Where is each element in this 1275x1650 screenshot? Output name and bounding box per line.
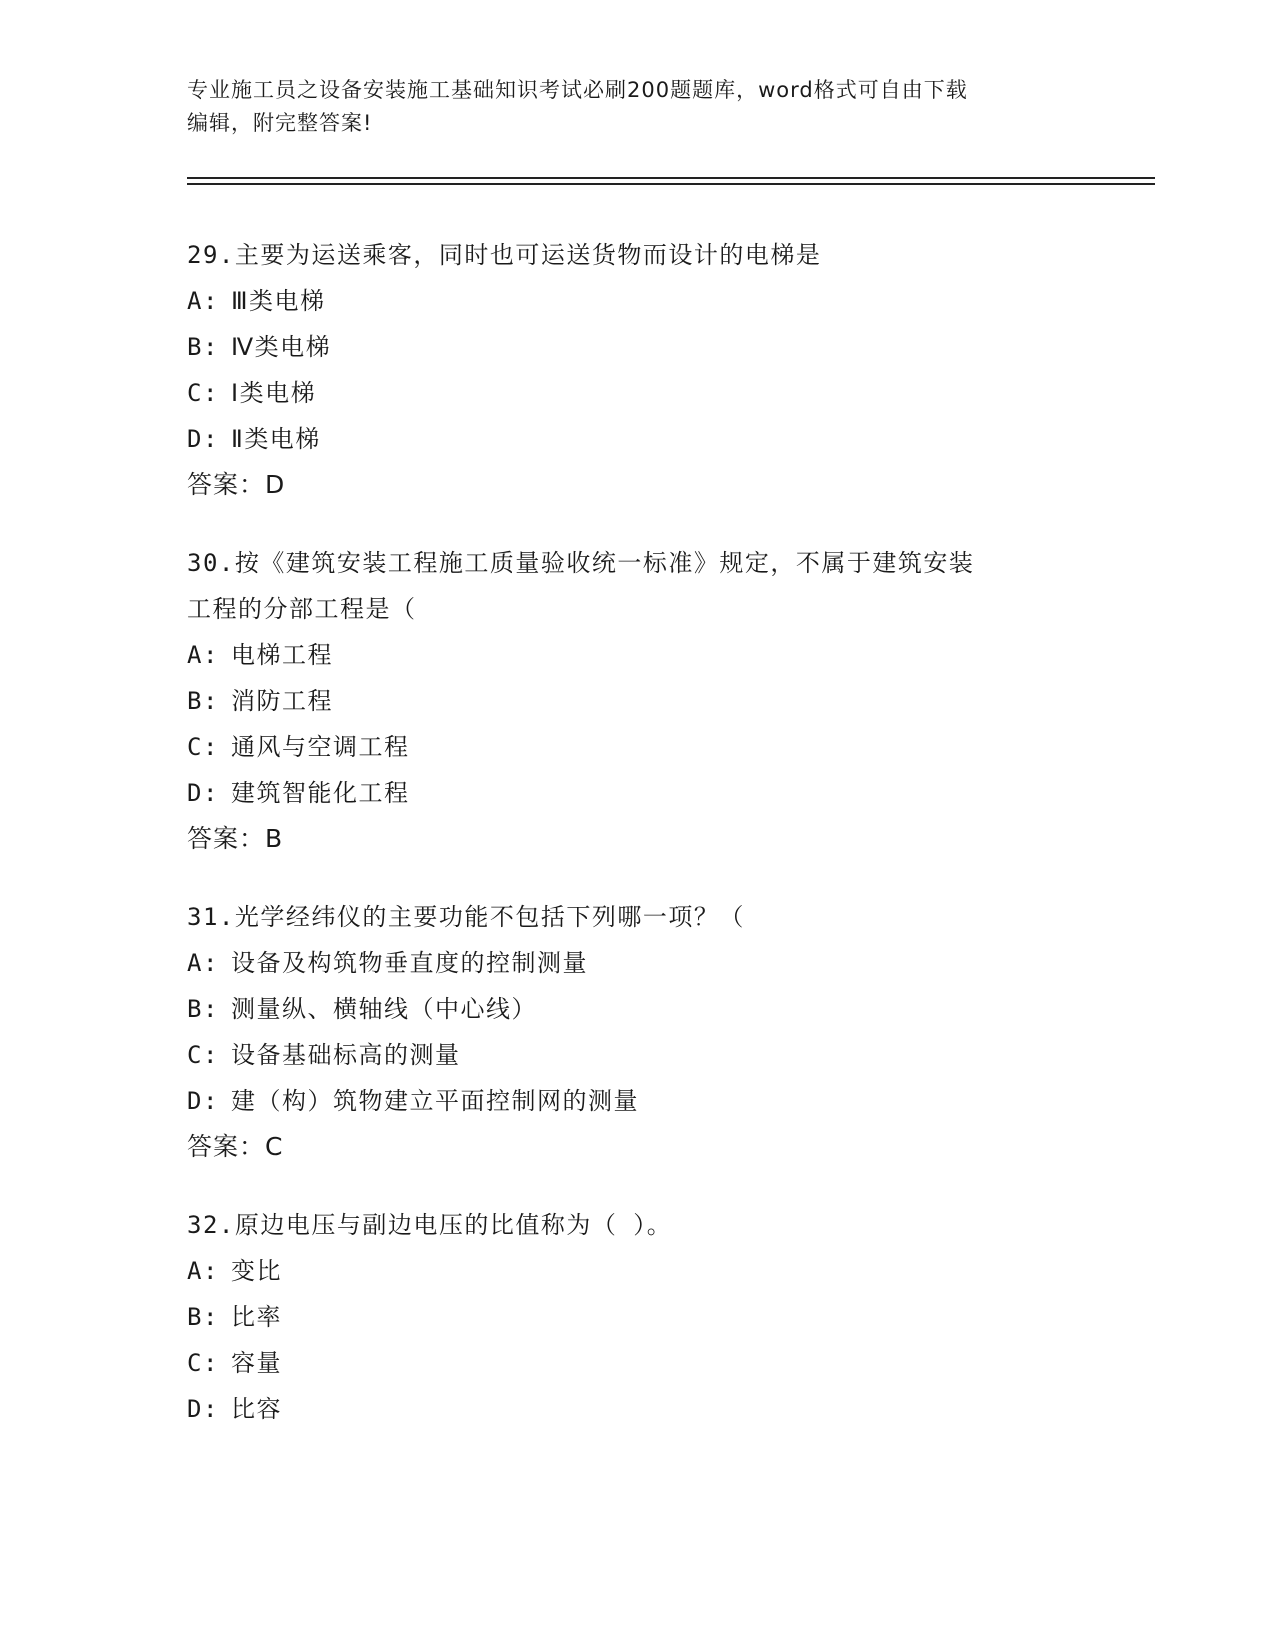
answer-option (187, 770, 1087, 816)
option-key: B: (187, 1303, 219, 1331)
answer-option (187, 1386, 1087, 1432)
question-block (187, 1202, 1087, 1432)
option-key: A: (187, 641, 219, 669)
option-key: C: (187, 379, 219, 407)
option-text: Ⅰ类电梯 (231, 379, 317, 407)
option-key: A: (187, 287, 219, 315)
question-stem: 31.光学经纬仪的主要功能不包括下列哪一项？（ (187, 903, 745, 931)
option-key: D: (187, 1087, 219, 1115)
option-text: Ⅳ类电梯 (231, 333, 332, 361)
option-text: 设备基础标高的测量 (231, 1041, 461, 1069)
answer-option (187, 1248, 1087, 1294)
option-text: 测量纵、横轴线（中心线） (231, 995, 537, 1023)
answer-option (187, 324, 1087, 370)
option-key: A: (187, 949, 219, 977)
answer-option (187, 278, 1087, 324)
answer-option (187, 1032, 1087, 1078)
question-list (187, 232, 1087, 1464)
option-key: C: (187, 1349, 219, 1377)
answer-option (187, 632, 1087, 678)
header-rule-top (187, 177, 1155, 179)
question-stem: 32.原边电压与副边电压的比值称为（ ）。 (187, 1211, 673, 1239)
option-text: 建筑智能化工程 (231, 779, 410, 807)
header-line-1: 专业施工员之设备安装施工基础知识考试必刷200题题库，word格式可自由下载 (187, 78, 968, 102)
option-key: D: (187, 779, 219, 807)
option-text: 通风与空调工程 (231, 733, 410, 761)
option-text: 电梯工程 (231, 641, 333, 669)
answer-option (187, 678, 1087, 724)
answer-option (187, 1340, 1087, 1386)
option-key: A: (187, 1257, 219, 1285)
option-key: C: (187, 733, 219, 761)
answer-option (187, 1294, 1087, 1340)
answer-option (187, 416, 1087, 462)
answer-option (187, 986, 1087, 1032)
option-key: B: (187, 333, 219, 361)
option-text: 比率 (231, 1303, 282, 1331)
option-text: Ⅲ类电梯 (231, 287, 326, 315)
answer-option (187, 724, 1087, 770)
question-stem: 29.主要为运送乘客，同时也可运送货物而设计的电梯是 (187, 241, 822, 269)
answer-option (187, 370, 1087, 416)
option-text: 设备及构筑物垂直度的控制测量 (231, 949, 588, 977)
option-key: D: (187, 1395, 219, 1423)
option-key: D: (187, 425, 219, 453)
header-rule-bottom (187, 183, 1155, 185)
option-text: 比容 (231, 1395, 282, 1423)
question-block (187, 232, 1087, 508)
option-text: 变比 (231, 1257, 282, 1285)
question-stem: 工程的分部工程是（ (187, 595, 417, 623)
document-header (187, 74, 1087, 140)
answer-line: 答案：C (187, 1132, 284, 1161)
option-text: Ⅱ类电梯 (231, 425, 321, 453)
answer-line: 答案：D (187, 470, 286, 499)
option-key: B: (187, 995, 219, 1023)
option-text: 容量 (231, 1349, 282, 1377)
answer-line: 答案：B (187, 824, 284, 853)
option-key: B: (187, 687, 219, 715)
option-text: 建（构）筑物建立平面控制网的测量 (231, 1087, 639, 1115)
question-block (187, 540, 1087, 862)
question-block (187, 894, 1087, 1170)
question-stem: 30.按《建筑安装工程施工质量验收统一标准》规定，不属于建筑安装 (187, 549, 975, 577)
option-text: 消防工程 (231, 687, 333, 715)
answer-option (187, 940, 1087, 986)
option-key: C: (187, 1041, 219, 1069)
header-line-2: 编辑，附完整答案! (187, 111, 373, 135)
answer-option (187, 1078, 1087, 1124)
